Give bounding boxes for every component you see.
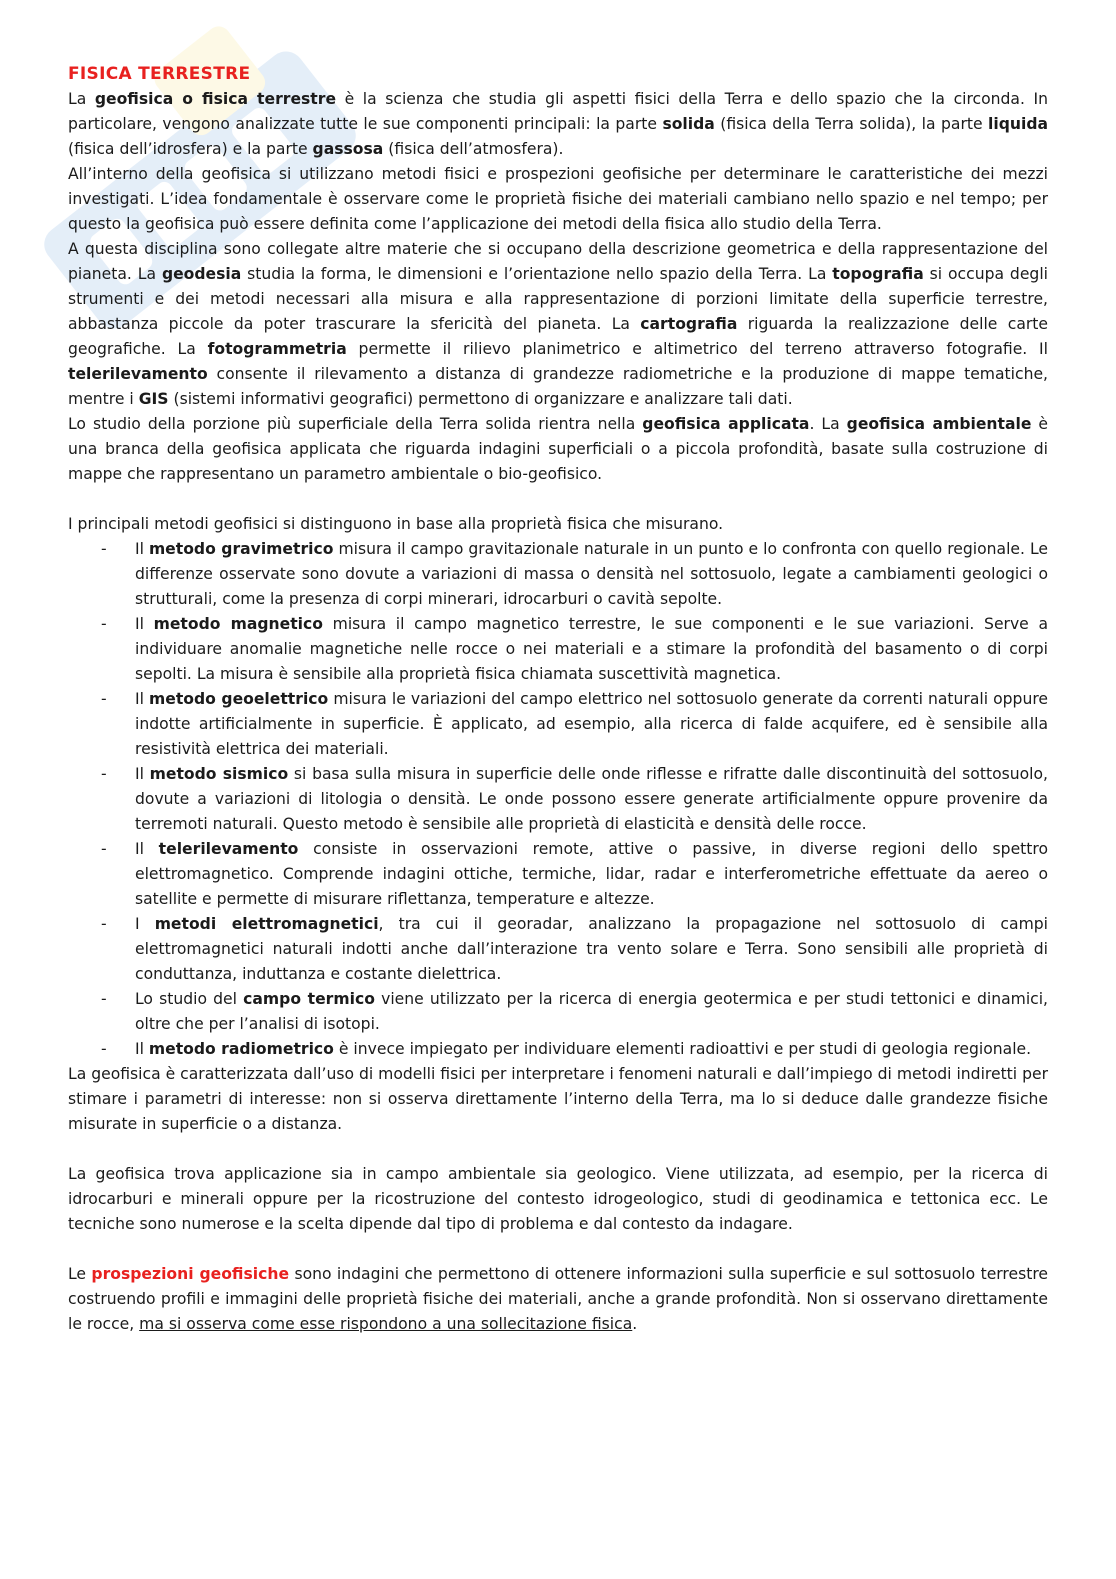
list-item: - Il telerilevamento consiste in osservazioni remote, attive o passive, in diverse regioni dello spettro elettromagnetico. Comprende indagini ottiche, termiche, lidar, radar e interferometriche effettuate da aereo o satellite e permette di misurare riflettanza, temperature e altezze. [68,837,1048,912]
list-item: - Il metodo gravimetrico misura il campo gravitazionale naturale in un punto e lo confronta con quello regionale. Le differenze osservate sono dovute a variazioni di massa o densità nel sottosuolo, legate a cambiamenti geologici o strutturali, come la presenza di corpi minerari, idrocarburi o cavità sepolte. [68,537,1048,612]
paragraph-models: La geofisica è caratterizzata dall’uso di modelli fisici per interpretare i fenomeni naturali e dall’impiego di metodi indiretti per stimare i parametri di interesse: non si osserva direttamente l’interno della Terra, ma lo si deduce dalle grandezze fisiche misurate in superficie o a distanza. [68,1065,1048,1133]
list-item: - I metodi elettromagnetici, tra cui il georadar, analizzano la propagazione nel sottosuolo di campi elettromagnetici naturali indotti anche dall’interazione tra vento solare e Terra. Sono sensibili alle proprietà di conduttanza, induttanza e costante dielettrica. [68,912,1048,987]
list-item: - Il metodo geoelettrico misura le variazioni del campo elettrico nel sottosuolo generate da correnti naturali oppure indotte artificialmente in superficie. È applicato, ad esempio, alla ricerca di falde acquifere, ed è sensibile alla resistività elettrica dei materiali. [68,687,1048,762]
paragraph-intro: La geofisica o fisica terrestre è la scienza che studia gli aspetti fisici della Terra e dello spazio che la circonda. In particolare, vengono analizzate tutte le sue componenti principali: la parte solida (fisica della Terra solida), la parte liquida (fisica dell’idrosfera) e la parte gassosa (fisica dell’atmosfera). [68,90,1049,158]
methods-list [68,537,1048,1062]
paragraph-prospections: Le prospezioni geofisiche sono indagini che permettono di ottenere informazioni sulla superficie e sul sottosuolo terrestre costruendo profili e immagini delle proprietà fisiche dei materiali, anche a grande profondità. Non si osservano direttamente le rocce, ma si osserva come esse rispondono a una sollecitazione fisica. [68,1265,1048,1333]
paragraph-methods-intro: All’interno della geofisica si utilizzano metodi fisici e prospezioni geofisiche per determinare le caratteristiche dei mezzi investigati. L’idea fondamentale è osservare come le proprietà fisiche dei materiali cambiano nello spazio e nel tempo; per questo la geofisica può essere definita come l’applicazione dei metodi della fisica allo studio della Terra. [68,165,1048,233]
list-item: - Lo studio del campo termico viene utilizzato per la ricerca di energia geotermica e per studi tettonici e dinamici, oltre che per l’analisi di isotopi. [68,987,1048,1037]
list-item: - Il metodo radiometrico è invece impiegato per individuare elementi radioattivi e per studi di geologia regionale. [68,1037,1048,1062]
paragraph-gap [68,1237,1048,1262]
paragraph-methods-list-intro: I principali metodi geofisici si distinguono in base alla proprietà fisica che misurano. [68,515,724,533]
paragraph-applied-geophysics: Lo studio della porzione più superficiale della Terra solida rientra nella geofisica applicata. La geofisica ambientale è una branca della geofisica applicata che riguarda indagini superficiali o a piccola profondità, basate sulla costruzione di mappe che rappresentano un parametro ambientale o bio-geofisico. [68,415,1049,483]
paragraph-gap [68,1137,1048,1162]
page-title: FISICA TERRESTRE [68,64,251,84]
underlined-text: ma si osserva come esse rispondono a una sollecitazione fisica [139,1315,633,1333]
paragraph-applications: La geofisica trova applicazione sia in campo ambientale sia geologico. Viene utilizzata, ad esempio, per la ricerca di idrocarburi e minerali oppure per la ricostruzione del contesto idrogeologico, studi di geodinamica e tettonica ecc. Le tecniche sono numerose e la scelta dipende dal tipo di problema e dal contesto da indagare. [68,1165,1048,1233]
list-item: - Il metodo magnetico misura il campo magnetico terrestre, le sue componenti e le sue variazioni. Serve a individuare anomalie magnetiche nelle rocce o nei materiali e a stimare la profondità del basamento o di corpi sepolti. La misura è sensibile alla proprietà fisica chiamata suscettività magnetica. [68,612,1048,687]
list-item: - Il metodo sismico si basa sulla misura in superficie delle onde riflesse e rifratte dalle discontinuità del sottosuolo, dovute a variazioni di litologia o densità. Le onde possono essere generate artificialmente oppure provenire da terremoti naturali. Questo metodo è sensibile alle proprietà di elasticità e densità delle rocce. [68,762,1048,837]
highlight-prospezioni: prospezioni geofisiche [91,1265,290,1283]
document-page [68,62,1048,1337]
paragraph-related-disciplines: A questa disciplina sono collegate altre materie che si occupano della descrizione geometrica e della rappresentazione del pianeta. La geodesia studia la forma, le dimensioni e l’orientazione nello spazio della Terra. La topografia si occupa degli strumenti e dei metodi necessari alla misura e alla rappresentazione di porzioni limitate della superficie terrestre, abbastanza piccole da poter trascurare la sfericità del pianeta. La cartografia riguarda la realizzazione delle carte geografiche. La fotogrammetria permette il rilievo planimetrico e altimetrico del terreno attraverso fotografie. Il telerilevamento consente il rilevamento a distanza di grandezze radiometriche e la produzione di mappe tematiche, mentre i GIS (sistemi informativi geografici) permettono di organizzare e analizzare tali dati. [68,240,1048,408]
paragraph-gap [68,487,1048,512]
